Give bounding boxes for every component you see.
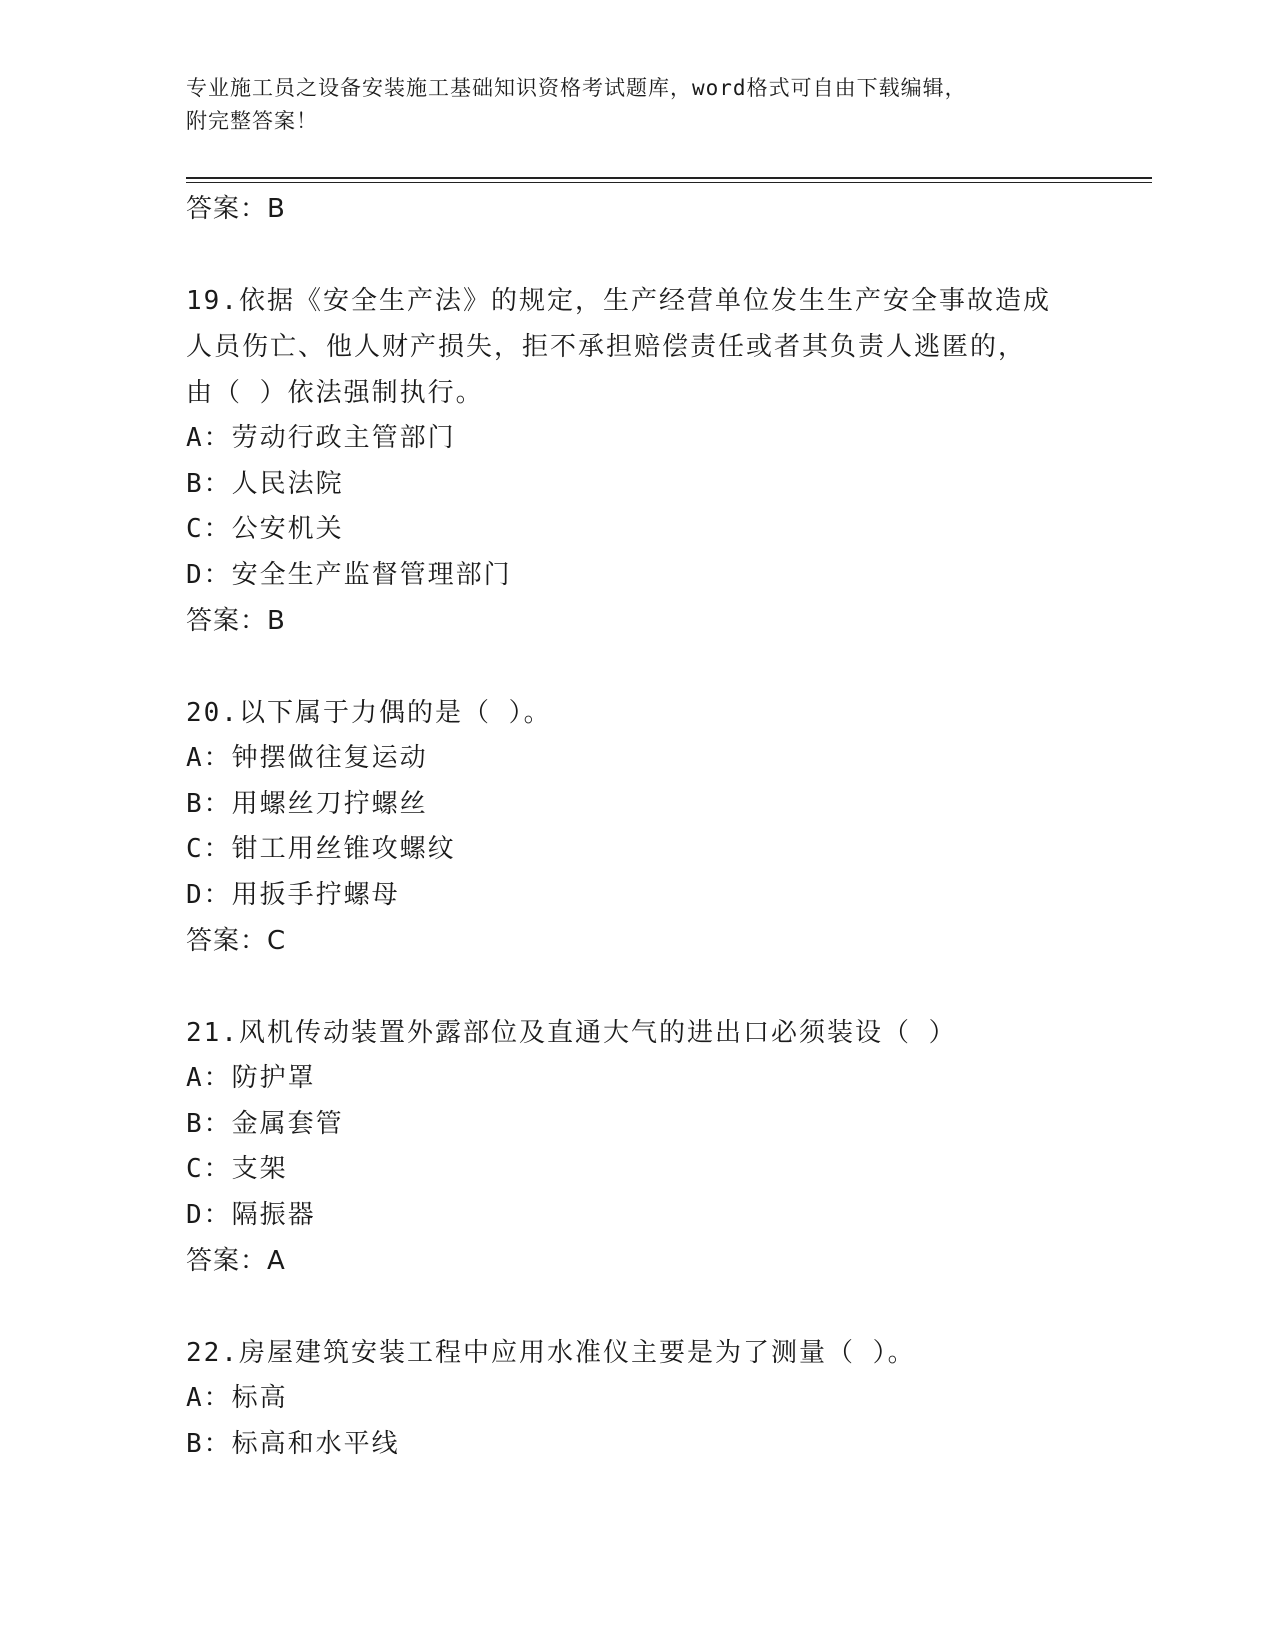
option-b: B：金属套管 — [186, 1108, 344, 1139]
answer-line: 答案：C — [186, 926, 287, 956]
question-stem-line: 21.风机传动装置外露部位及直通大气的进出口必须装设（ ） — [186, 1018, 957, 1048]
option-c: C：钳工用丝锥攻螺纹 — [186, 834, 456, 864]
question-22 — [186, 1330, 1086, 1467]
option-c: C：支架 — [186, 1154, 288, 1184]
question-stem-line: 由（ ）依法强制执行。 — [186, 378, 484, 408]
option-d: D：安全生产监督管理部门 — [186, 559, 512, 590]
question-stem-line: 22.房屋建筑安装工程中应用水准仪主要是为了测量（ ）。 — [186, 1338, 916, 1368]
header-rule-thick — [186, 177, 1152, 179]
option-c: C：公安机关 — [186, 514, 344, 544]
spacer — [186, 964, 1086, 1010]
header-rule-thin — [186, 182, 1152, 183]
answer-line: 答案：A — [186, 1246, 286, 1276]
document-header — [186, 72, 1066, 138]
option-b: B：标高和水平线 — [186, 1428, 400, 1459]
option-a: A：钟摆做往复运动 — [186, 743, 428, 773]
header-line-1: 专业施工员之设备安装施工基础知识资格考试题库，word格式可自由下载编辑， — [186, 76, 967, 100]
question-19 — [186, 278, 1086, 644]
question-stem-line: 人员伤亡、他人财产损失，拒不承担赔偿责任或者其负责人逃匿的， — [186, 332, 1027, 362]
option-b: B：用螺丝刀拧螺丝 — [186, 788, 428, 819]
question-20 — [186, 690, 1086, 964]
header-line-2: 附完整答案！ — [186, 109, 318, 133]
answer-line: 答案：B — [186, 194, 286, 224]
answer-line: 答案：B — [186, 606, 286, 636]
option-b: B：人民法院 — [186, 468, 344, 499]
spacer — [186, 644, 1086, 690]
question-21 — [186, 1010, 1086, 1284]
option-a: A：标高 — [186, 1383, 288, 1413]
option-d: D：隔振器 — [186, 1199, 316, 1230]
option-a: A：防护罩 — [186, 1063, 316, 1093]
question-stem-line: 20.以下属于力偶的是（ ）。 — [186, 698, 552, 728]
spacer — [186, 232, 1086, 278]
question-stem-line: 19.依据《安全生产法》的规定，生产经营单位发生生产安全事故造成 — [186, 286, 1051, 316]
document-body — [186, 186, 1086, 1467]
option-a: A：劳动行政主管部门 — [186, 423, 456, 453]
spacer — [186, 1284, 1086, 1330]
option-d: D：用扳手拧螺母 — [186, 879, 400, 910]
